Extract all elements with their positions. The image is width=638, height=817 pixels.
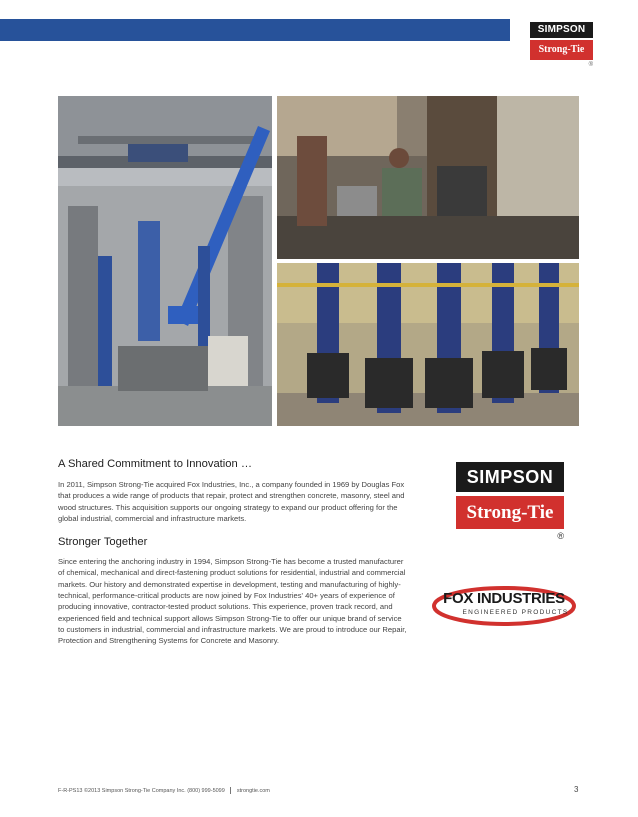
footer-website[interactable]: strongtie.com (236, 787, 270, 794)
simpson-strongtie-logo (456, 462, 564, 541)
footer-code: F-R-PS13 ©2013 Simpson Strong-Tie Company Inc. (58, 787, 186, 794)
logo-strongtie-text: Strong-Tie (530, 40, 593, 60)
logo-mid-registered: ® (557, 531, 564, 541)
simpson-strongtie-logo-top (530, 22, 593, 68)
section1-heading: A Shared Commitment to Innovation … (58, 458, 253, 470)
registered-mark: ® (588, 62, 593, 68)
section1-body: In 2011, Simpson Strong-Tie acquired Fox Industries, Inc., a company founded in 1969 by Douglas Fox that produces a wide range of products that repair, protect and strengthen concrete, masonry, steel and wood structures. This acquisition supports our ongoing strategy to expand our product offering for the global industrial, commercial and infrastructure markets. (58, 480, 405, 523)
footer (58, 787, 270, 794)
aerial-lift-photo (58, 96, 272, 426)
page-number: 3 (574, 785, 579, 794)
footer-separator (230, 787, 231, 794)
logo-mid-simpson: SIMPSON (456, 462, 564, 492)
footer-phone: (800) 999-5099 (187, 787, 225, 794)
testing-worker-photo (277, 96, 579, 259)
fox-tagline: ENGINEERED PRODUCTS (462, 609, 569, 616)
text-column (58, 458, 410, 659)
header-band (0, 19, 510, 41)
section2-heading: Stronger Together (58, 536, 148, 549)
logo-mid-strongtie: Strong-Tie (456, 496, 564, 529)
column-jackets-photo (277, 263, 579, 426)
fox-industries-logo (428, 580, 580, 630)
section2-body: Since entering the anchoring industry in 1994, Simpson Strong-Tie has become a trusted manufacturer of chemical, mechanical and direct-fastening product solutions for residential, industrial and commercial markets. Our history and demonstrated expertise in development, testing and manufacturing of highly-technical, performance-critical products are now joined by Fox Industries' 40+ years of experience of producing innovative, contractor-tested product solutions. This experience, proven track record, and experienced field and technical support allows Simpson Strong-Tie to offer our unique brand of service to customers in industrial, commercial and infrastructure markets. We are proud to introduce our Repair, Protection and Strengthening Systems for Concrete and Masonry. (58, 557, 407, 646)
fox-name: FOX INDUSTRIES (443, 590, 565, 607)
logo-simpson-text: SIMPSON (530, 22, 593, 38)
